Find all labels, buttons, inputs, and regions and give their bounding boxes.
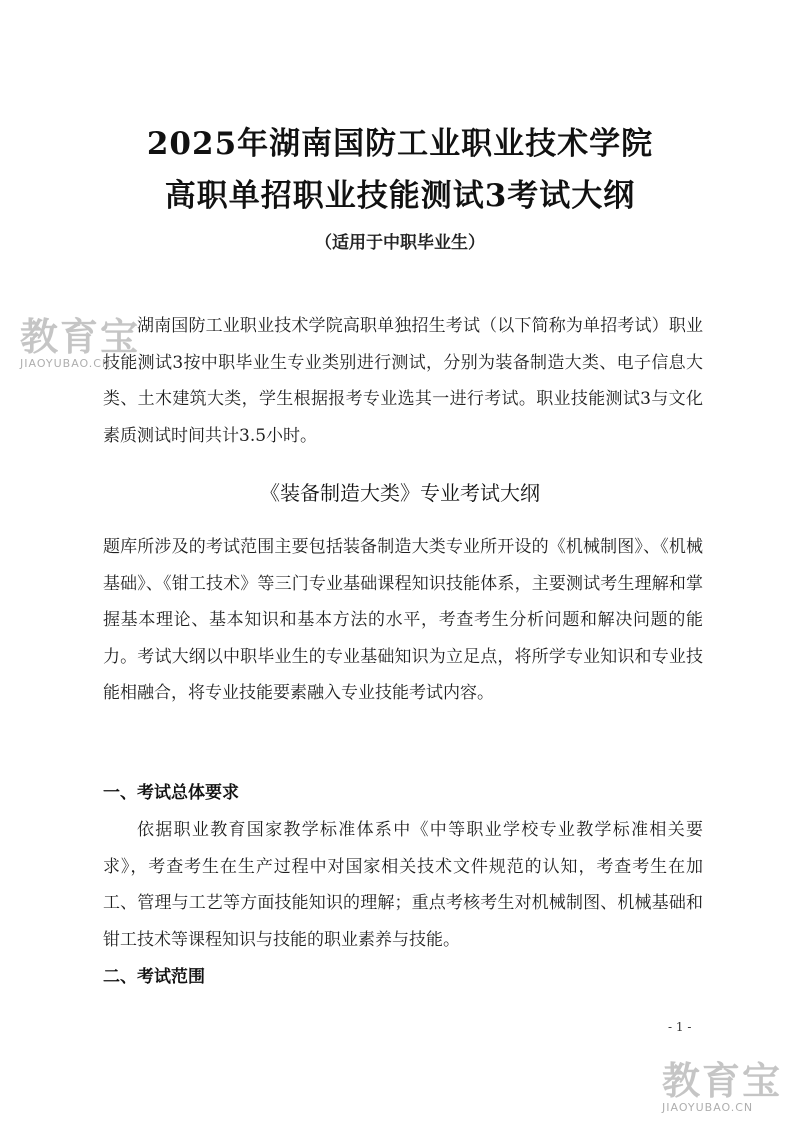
heading-exam-scope: 二、考试范围 [103, 967, 205, 987]
watermark-text: 教育宝 [20, 315, 141, 359]
page-number: - 1 - [668, 1020, 692, 1034]
watermark-domain: JIAOYUBAO.CN [20, 357, 112, 370]
general-requirements-paragraph: 依据职业教育国家教学标准体系中《中等职业学校专业教学标准相关要求》，考查考生在生产过程中对国家相关技术文件规范的认知，考查考生在加工、管理与工艺等方面技能知识的理解；重点考核考生对机械制图、机械基础和钳工技术等课程知识与技能的职业素养与技能。 [103, 820, 703, 950]
watermark-logo [20, 315, 141, 370]
section-paragraph: 题库所涉及的考试范围主要包括装备制造大类专业所开设的《机械制图》、《机械基础》、《钳工技术》等三门专业基础课程知识技能体系，主要测试考生理解和掌握基本理论、基本知识和基本方法的水平，考查考生分析问题和解决问题的能力。考试大纲以中职毕业生的专业基础知识为立足点，将所学专业知识和专业技能相融合，将专业技能要素融入专业技能考试内容。 [103, 537, 703, 703]
heading-general-requirements: 一、考试总体要求 [103, 783, 239, 803]
watermark-text: 教育宝 [662, 1059, 783, 1103]
watermark-domain: JIAOYUBAO.CN [662, 1101, 754, 1114]
document-title-line1: 2025年湖南国防工业职业技术学院 [146, 126, 654, 162]
document-title-line2: 高职单招职业技能测试3考试大纲 [164, 178, 636, 214]
section-title: 《装备制造大类》专业考试大纲 [260, 481, 540, 505]
watermark-logo [662, 1059, 783, 1114]
intro-paragraph: 湖南国防工业职业技术学院高职单独招生考试（以下简称为单招考试）职业技能测试3按中职毕业生专业类别进行测试，分别为装备制造大类、电子信息大类、土木建筑大类，学生根据报考专业选其一进行考试。职业技能测试3与文化素质测试时间共计3.5小时。 [103, 316, 703, 446]
document-subtitle: （适用于中职毕业生） [315, 233, 485, 253]
